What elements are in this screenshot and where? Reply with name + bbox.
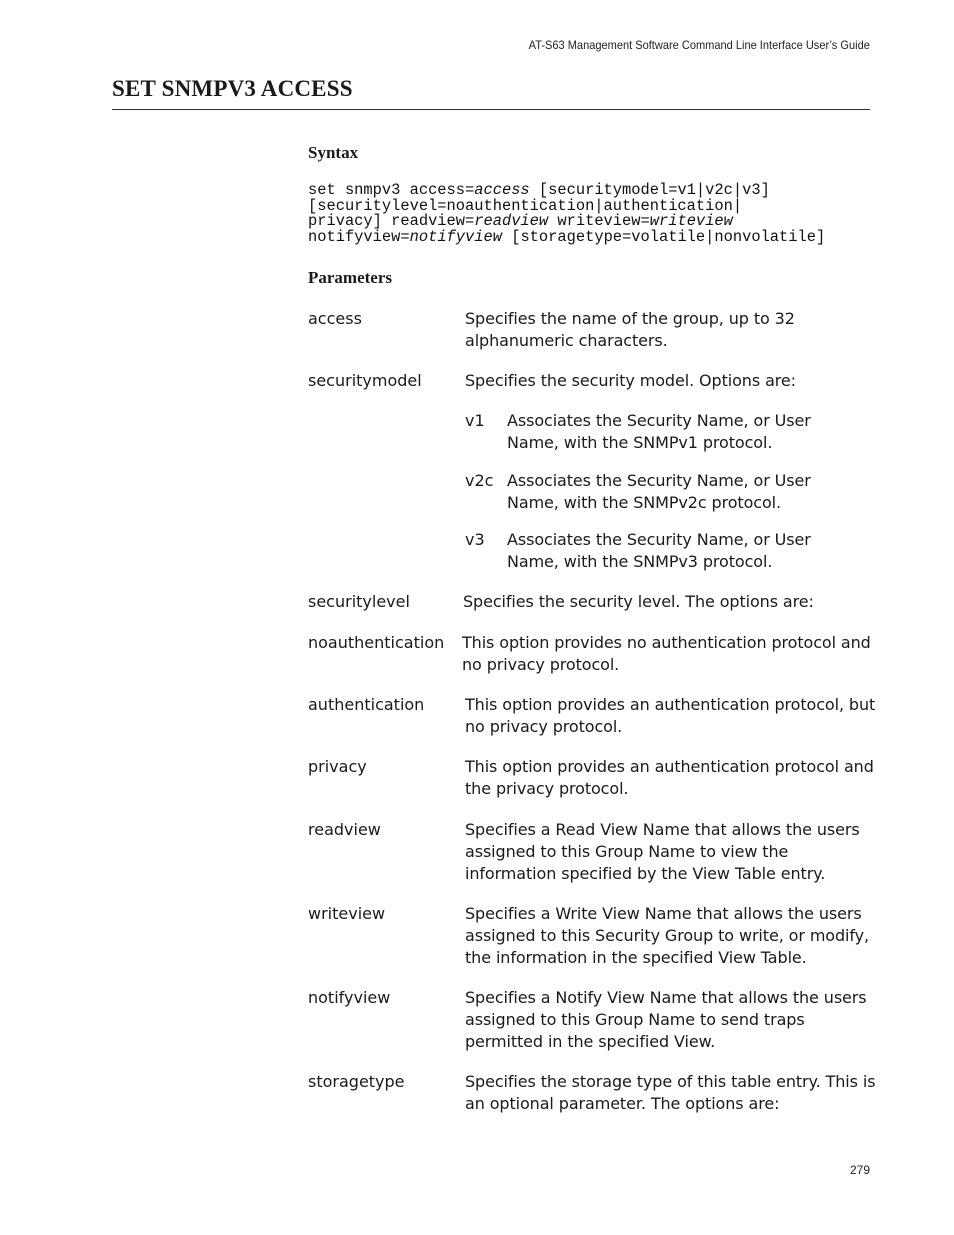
syntax-text: [securitylevel=noauthentication|authentication| — [308, 196, 743, 215]
param-name-access: access — [308, 309, 362, 328]
syntax-heading: Syntax — [308, 143, 359, 162]
syntax-block — [308, 183, 825, 246]
syntax-placeholder: notifyview — [409, 228, 502, 247]
param-desc-access: Specifies the name of the group, up to 32 alphanumeric characters. — [465, 309, 795, 350]
running-header: AT-S63 Management Software Command Line Interface User’s Guide — [528, 38, 870, 52]
param-name-storagetype: storagetype — [308, 1072, 405, 1091]
param-desc-authentication: This option provides an authentication protocol, but no privacy protocol. — [465, 695, 876, 736]
option-desc-v3: Associates the Security Name, or User Name, with the SNMPv3 protocol. — [507, 530, 811, 571]
param-name-notifyview: notifyview — [308, 988, 391, 1007]
param-name-securitymodel: securitymodel — [308, 371, 422, 390]
param-name-noauthentication: noauthentication — [308, 633, 445, 652]
param-name-privacy: privacy — [308, 757, 367, 776]
option-key-v1: v1 — [465, 411, 485, 430]
page-number: 279 — [849, 1163, 870, 1177]
page-title: SET SNMPV3 ACCESS — [112, 76, 353, 101]
option-key-v3: v3 — [465, 530, 485, 549]
syntax-placeholder: access — [474, 181, 530, 199]
param-name-authentication: authentication — [308, 695, 425, 714]
param-name-securitylevel: securitylevel — [308, 592, 410, 611]
syntax-text: notifyview= — [308, 228, 410, 247]
option-key-v2c: v2c — [465, 471, 494, 490]
parameters-heading: Parameters — [308, 268, 393, 287]
option-desc-v1: Associates the Security Name, or User Name, with the SNMPv1 protocol. — [507, 411, 811, 452]
param-desc-securitymodel: Specifies the security model. Options are: — [465, 371, 796, 390]
syntax-placeholder: writeview — [649, 212, 733, 231]
param-desc-readview: Specifies a Read View Name that allows the users assigned to this Group Name to view the information specified by the View Table entry. — [465, 820, 860, 883]
param-desc-privacy: This option provides an authentication protocol and the privacy protocol. — [465, 757, 874, 798]
syntax-text: privacy] readview= — [308, 212, 475, 231]
param-desc-storagetype: Specifies the storage type of this table entry. This is an optional parameter. The options are: — [465, 1072, 876, 1113]
syntax-text: set snmpv3 access= — [308, 181, 475, 199]
syntax-text: [securitymodel=v1|v2c|v3] — [529, 181, 770, 199]
syntax-text: writeview= — [548, 212, 650, 231]
param-name-writeview: writeview — [308, 904, 386, 923]
param-name-readview: readview — [308, 820, 381, 839]
param-desc-notifyview: Specifies a Notify View Name that allows the users assigned to this Group Name to send traps permitted in the specified View. — [465, 988, 867, 1051]
param-desc-writeview: Specifies a Write View Name that allows the users assigned to this Security Group to write, or modify, the information in the specified View Table. — [465, 904, 870, 967]
title-rule — [112, 109, 870, 110]
param-desc-noauthentication: This option provides no authentication protocol and no privacy protocol. — [462, 633, 871, 674]
param-desc-securitylevel: Specifies the security level. The options are: — [463, 592, 814, 611]
option-desc-v2c: Associates the Security Name, or User Name, with the SNMPv2c protocol. — [507, 471, 811, 512]
syntax-placeholder: readview — [474, 212, 549, 231]
syntax-text: [storagetype=volatile|nonvolatile] — [501, 228, 826, 247]
